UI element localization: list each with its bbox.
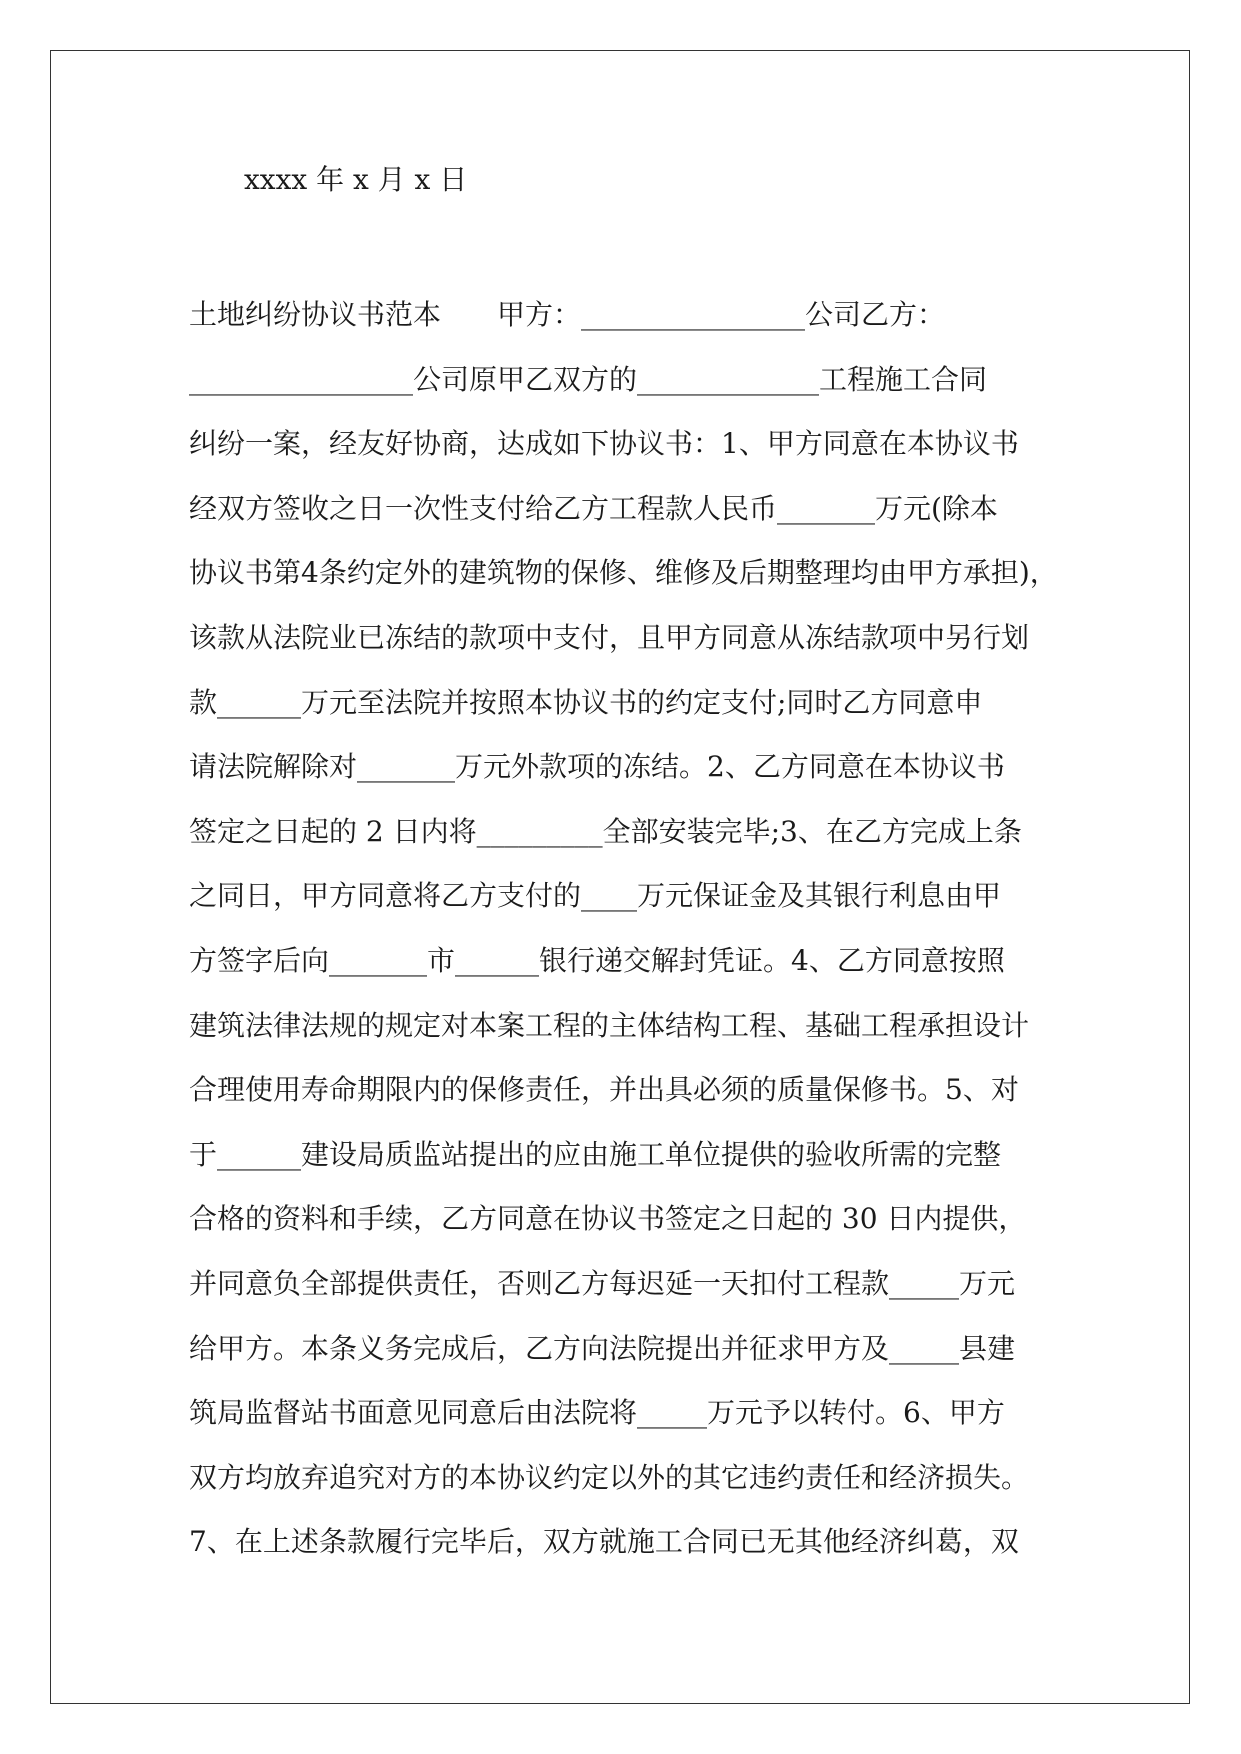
agreement-line: 给甲方。本条义务完成后，乙方向法院提出并征求甲方及_____县建: [189, 1331, 1016, 1365]
agreement-line: 协议书第4条约定外的建筑物的保修、维修及后期整理均由甲方承担)，: [189, 556, 1058, 590]
agreement-line: 于______建设局质监站提出的应由施工单位提供的验收所需的完整: [189, 1137, 1002, 1171]
agreement-line: 方签字后向_______市______银行递交解封凭证。4、乙方同意按照: [189, 943, 1005, 977]
agreement-line: 双方均放弃追究对方的本协议约定以外的其它违约责任和经济损失。: [189, 1460, 1030, 1494]
agreement-line: 合格的资料和手续，乙方同意在协议书签定之日起的 30 日内提供，: [189, 1202, 1027, 1236]
agreement-line: 之同日，甲方同意将乙方支付的____万元保证金及其银行利息由甲: [189, 879, 1002, 913]
agreement-line: 款______万元至法院并按照本协议书的约定支付;同时乙方同意申: [189, 685, 983, 719]
agreement-body: [189, 295, 1069, 1587]
agreement-line: 建筑法律法规的规定对本案工程的主体结构工程、基础工程承担设计: [189, 1008, 1030, 1042]
date-line: xxxx 年 x 月 x 日: [244, 163, 468, 196]
agreement-line: 请法院解除对_______万元外款项的冻结。2、乙方同意在本协议书: [189, 750, 1005, 784]
agreement-line: 签定之日起的 2 日内将_________全部安装完毕;3、在乙方完成上条: [189, 814, 1022, 848]
agreement-line: 该款从法院业已冻结的款项中支付，且甲方同意从冻结款项中另行划: [189, 620, 1030, 654]
agreement-line: 土地纠纷协议书范本 甲方：________________公司乙方：: [189, 298, 946, 331]
agreement-line: 纠纷一案，经友好协商，达成如下协议书：1、甲方同意在本协议书: [189, 427, 1019, 461]
agreement-line: 合理使用寿命期限内的保修责任，并出具必须的质量保修书。5、对: [189, 1073, 1019, 1107]
agreement-line: 筑局监督站书面意见同意后由法院将_____万元予以转付。6、甲方: [189, 1396, 1005, 1430]
agreement-line: 经双方签收之日一次性支付给乙方工程款人民币_______万元(除本: [189, 491, 998, 525]
agreement-line: ________________公司原甲乙双方的_____________工程施工合同: [189, 362, 988, 396]
agreement-line: 并同意负全部提供责任，否则乙方每迟延一天扣付工程款_____万元: [189, 1266, 1016, 1300]
agreement-line: 7、在上述条款履行完毕后，双方就施工合同已无其他经济纠葛，双: [189, 1525, 1019, 1559]
